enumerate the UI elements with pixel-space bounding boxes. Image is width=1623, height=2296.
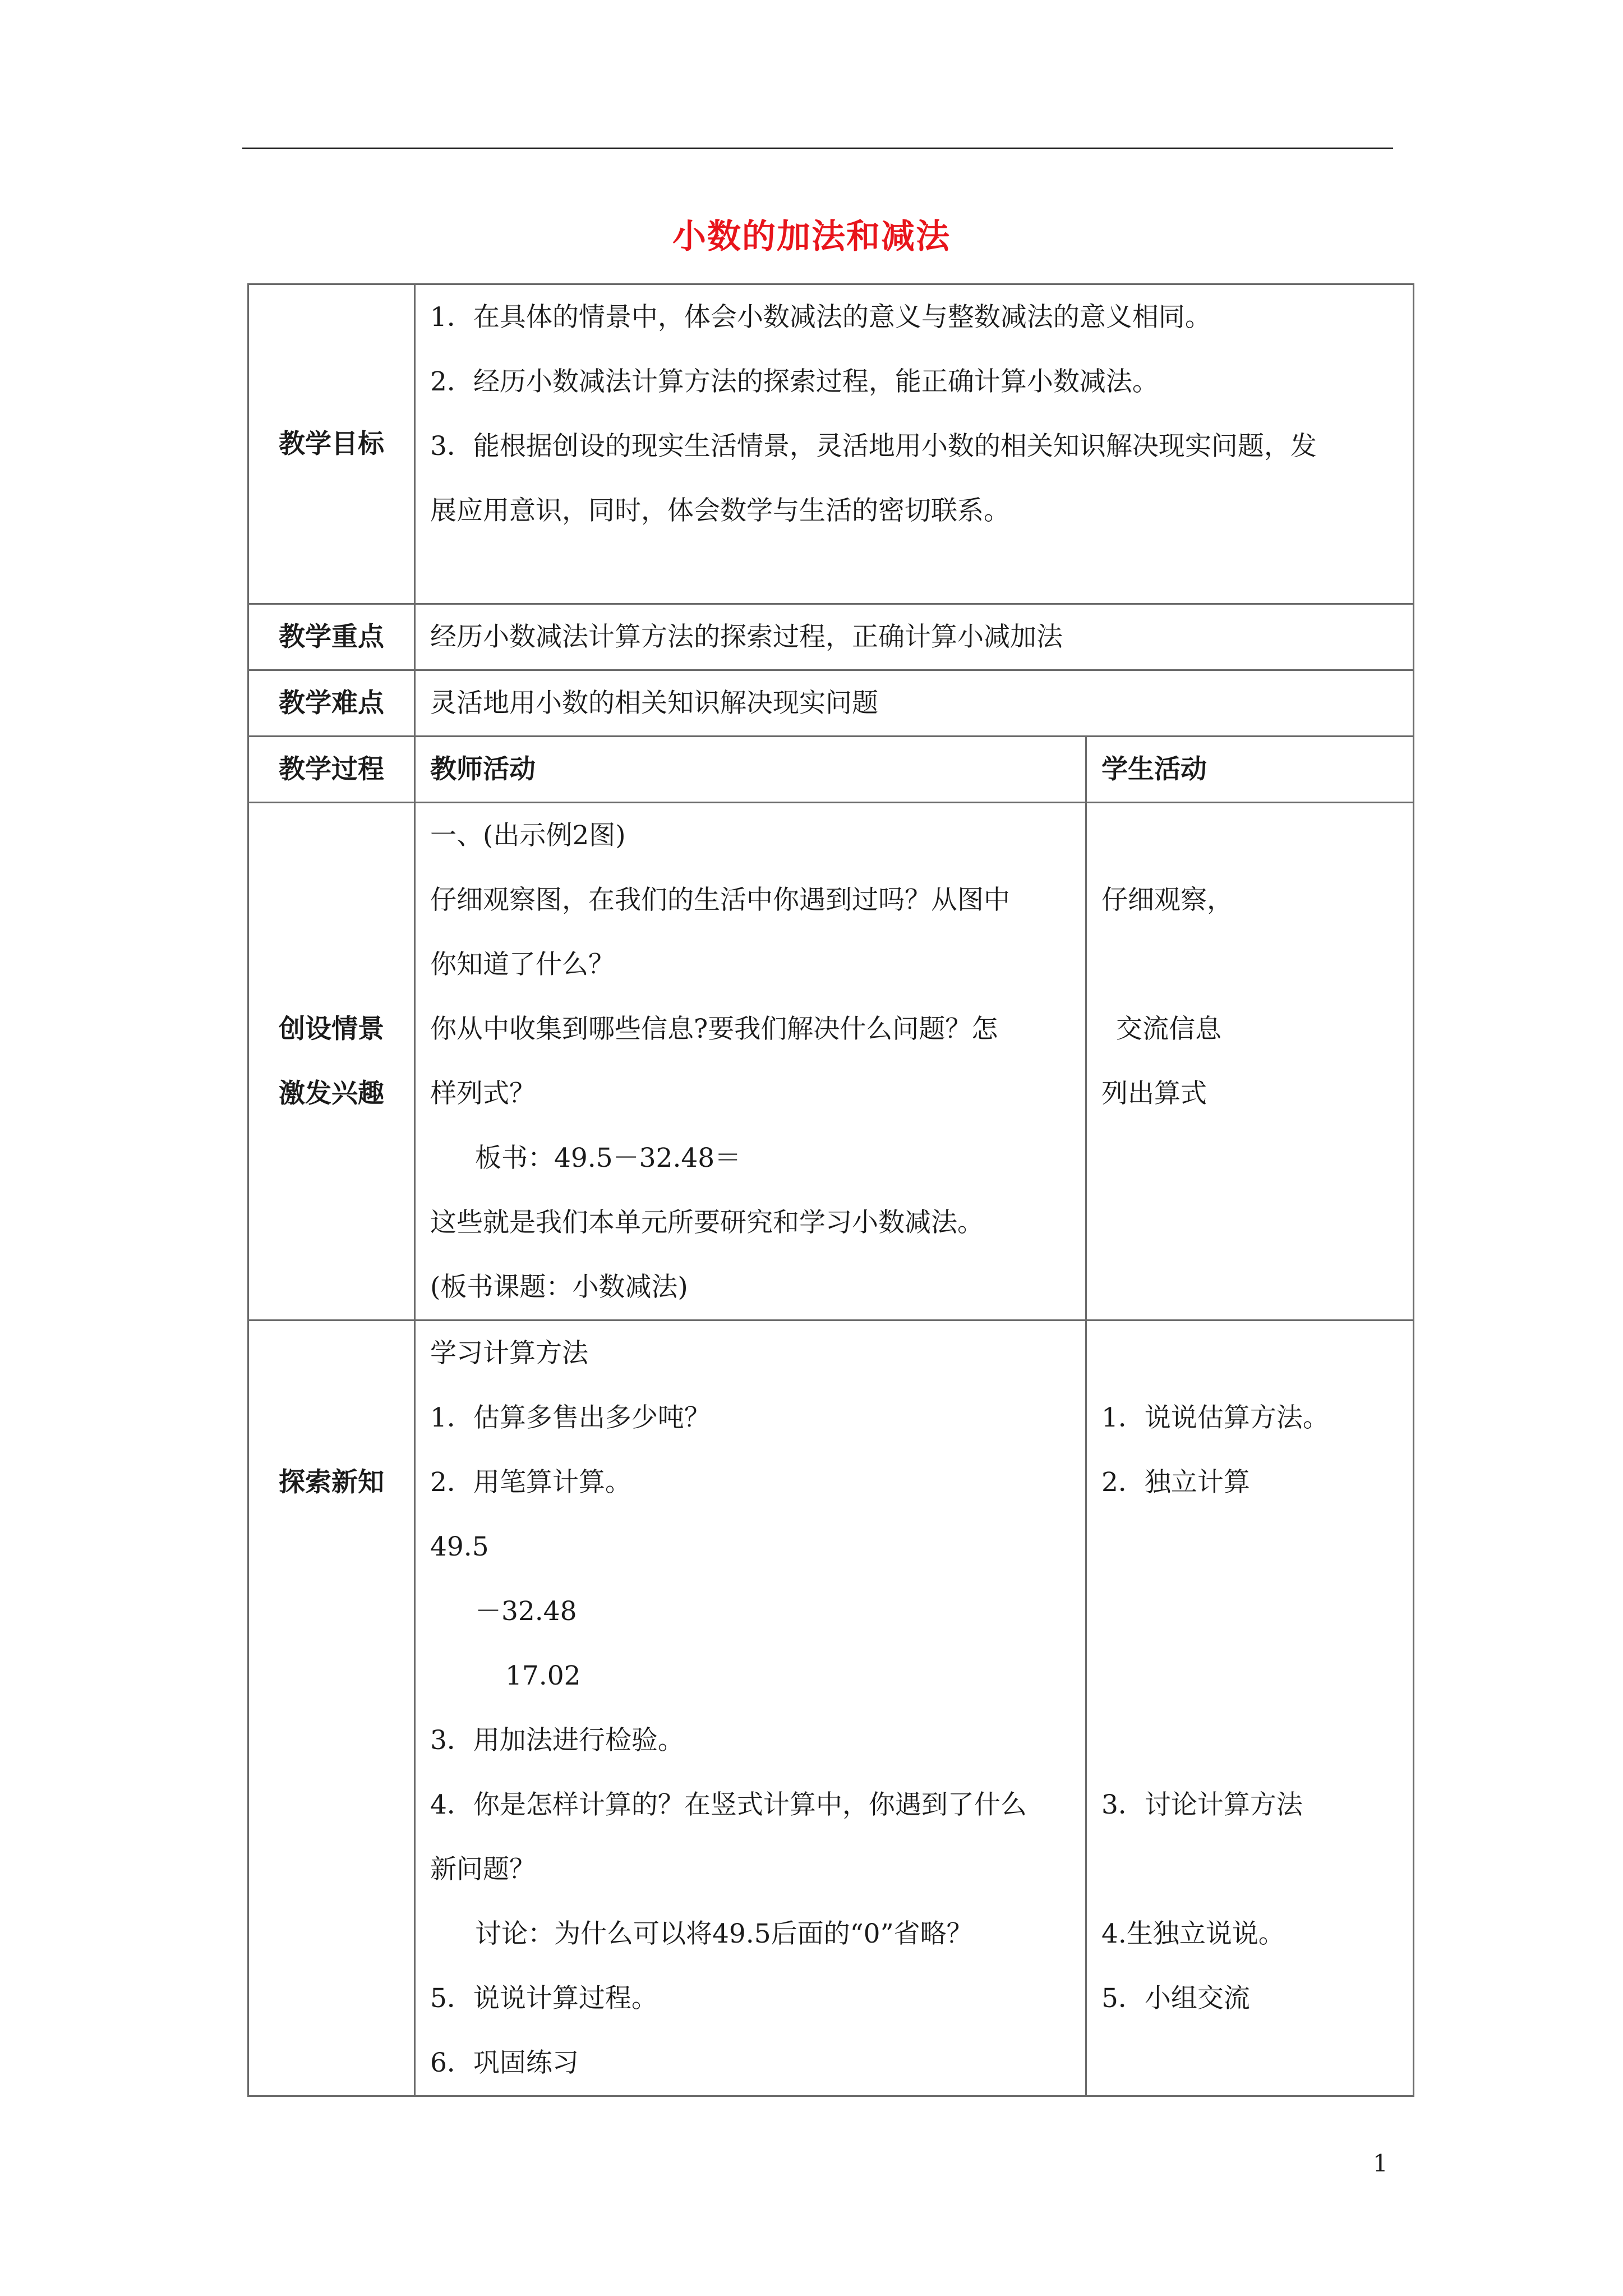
lesson-plan-table xyxy=(247,283,1414,2097)
goal-line: 2．经历小数减法计算方法的探索过程，能正确计算小数减法。 xyxy=(430,366,1159,397)
teacher-line: 17.02 xyxy=(505,1660,581,1691)
table-row-goals xyxy=(248,284,1414,604)
teacher-line: 3．用加法进行检验。 xyxy=(430,1725,684,1756)
intro-teacher-activity xyxy=(415,803,1086,1320)
teacher-line: 1．估算多售出多少吨？ xyxy=(430,1402,711,1433)
teacher-line: 讨论：为什么可以将49.5后面的“0”省略？ xyxy=(475,1918,973,1949)
table-row-key-point xyxy=(248,604,1414,670)
table-row-explore xyxy=(248,1320,1414,2096)
intro-label-line: 激发兴趣 xyxy=(279,1078,384,1109)
student-line: 4.生独立说说。 xyxy=(1101,1918,1285,1949)
intro-label xyxy=(248,803,415,1320)
table-row-intro xyxy=(248,803,1414,1320)
student-line: 仔细观察， xyxy=(1101,885,1233,915)
explore-teacher-activity xyxy=(415,1320,1086,2096)
teacher-line: 学习计算方法 xyxy=(430,1338,588,1369)
intro-label-line: 创设情景 xyxy=(279,1014,384,1045)
goals-label: 教学目标 xyxy=(248,284,415,604)
teacher-activity-header: 教师活动 xyxy=(415,737,1086,803)
teacher-line: 2．用笔算计算。 xyxy=(430,1467,631,1498)
explore-student-activity xyxy=(1086,1320,1414,2096)
student-line: 1．说说估算方法。 xyxy=(1101,1402,1329,1433)
student-line: 3．讨论计算方法 xyxy=(1101,1789,1303,1820)
student-line: 列出算式 xyxy=(1101,1078,1207,1109)
teacher-line: (板书课题：小数减法) xyxy=(430,1272,688,1303)
difficulty-text: 灵活地用小数的相关知识解决现实问题 xyxy=(415,670,1414,737)
goals-content xyxy=(415,284,1414,604)
student-line: 2．独立计算 xyxy=(1101,1467,1250,1498)
teacher-line: 仔细观察图，在我们的生活中你遇到过吗？从图中 xyxy=(430,885,1010,915)
teacher-line: 5．说说计算过程。 xyxy=(430,1983,658,2014)
teacher-line: 49.5 xyxy=(430,1531,489,1562)
student-activity-header: 学生活动 xyxy=(1086,737,1414,803)
explore-label xyxy=(248,1320,415,2096)
teacher-line: 板书：49.5－32.48＝ xyxy=(475,1143,741,1174)
goal-line: 展应用意识，同时，体会数学与生活的密切联系。 xyxy=(430,495,1010,526)
teacher-line: 6．巩固练习 xyxy=(430,2047,579,2078)
teacher-line: 新问题？ xyxy=(430,1854,536,1885)
teacher-line: －32.48 xyxy=(475,1596,577,1627)
student-line: 交流信息 xyxy=(1116,1014,1221,1045)
teacher-line: 4．你是怎样计算的？在竖式计算中，你遇到了什么 xyxy=(430,1789,1027,1820)
teacher-line: 你从中收集到哪些信息?要我们解决什么问题？怎 xyxy=(430,1014,998,1045)
teacher-line: 样列式？ xyxy=(430,1078,536,1109)
goal-line: 1．在具体的情景中，体会小数减法的意义与整数减法的意义相同。 xyxy=(430,302,1211,333)
explore-label-text: 探索新知 xyxy=(279,1467,384,1498)
table-row-difficulty xyxy=(248,670,1414,737)
teacher-line: 这些就是我们本单元所要研究和学习小数减法。 xyxy=(430,1207,984,1238)
page-number: 1 xyxy=(1373,2150,1388,2177)
intro-student-activity xyxy=(1086,803,1414,1320)
header-rule xyxy=(242,148,1393,149)
document-title: 小数的加法和减法 xyxy=(672,217,951,256)
key-point-label: 教学重点 xyxy=(248,604,415,670)
student-line: 5．小组交流 xyxy=(1101,1983,1250,2014)
process-label: 教学过程 xyxy=(248,737,415,803)
teacher-line: 你知道了什么？ xyxy=(430,949,615,980)
teacher-line: 一、(出示例2图) xyxy=(430,820,626,851)
goal-line: 3．能根据创设的现实生活情景，灵活地用小数的相关知识解决现实问题，发 xyxy=(430,431,1317,462)
table-row-process-header xyxy=(248,737,1414,803)
key-point-text: 经历小数减法计算方法的探索过程，正确计算小减加法 xyxy=(415,604,1414,670)
difficulty-label: 教学难点 xyxy=(248,670,415,737)
